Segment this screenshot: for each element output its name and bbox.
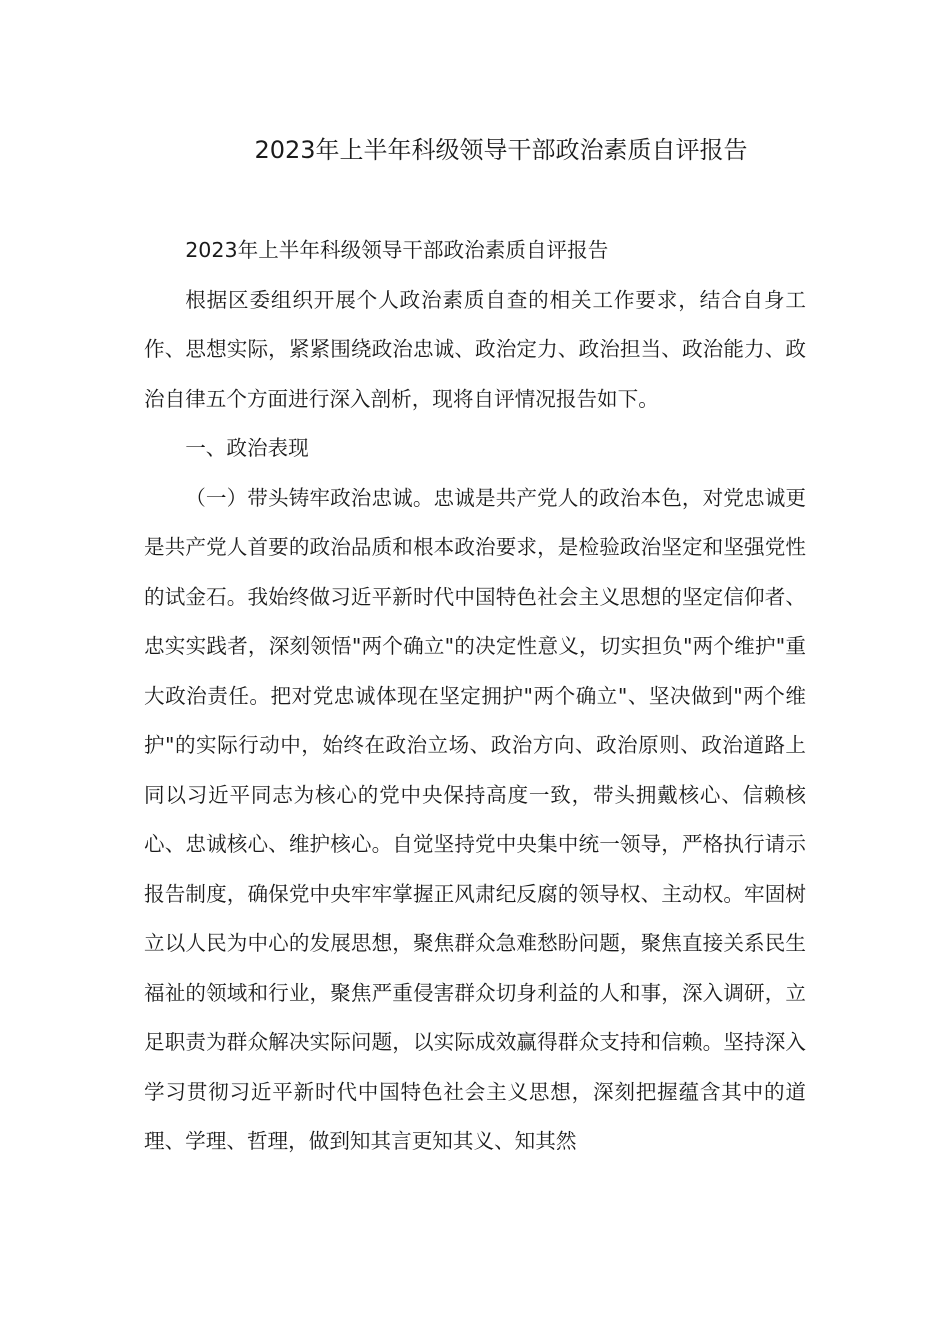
document-subtitle: 2023年上半年科级领导干部政治素质自评报告 bbox=[185, 238, 609, 262]
paragraph-section-1: （一）带头铸牢政治忠诚。忠诚是共产党人的政治本色，对党忠诚更是共产党人首要的政治品质和根本政治要求，是检验政治坚定和坚强党性的试金石。我始终做习近平新时代中国特色社会主义思想的坚定信仰者、忠实实践者，深刻领悟"两个确立"的决定性意义，切实担负"两个维护"重大政治责任。把对党忠诚体现在坚定拥护"两个确立"、坚决做到"两个维护"的实际行动中，始终在政治立场、政治方向、政治原则、政治道路上同以习近平同志为核心的党中央保持高度一致，带头拥戴核心、信赖核心、忠诚核心、维护核心。自觉坚持党中央集中统一领导，严格执行请示报告制度，确保党中央牢牢掌握正风肃纪反腐的领导权、主动权。牢固树立以人民为中心的发展思想，聚焦群众急难愁盼问题，聚焦直接关系民生福祉的领域和行业，聚焦严重侵害群众切身利益的人和事，深入调研，立足职责为群众解决实际问题，以实际成效赢得群众支持和信赖。坚持深入学习贯彻习近平新时代中国特色社会主义思想，深刻把握蕴含其中的道理、学理、哲理，做到知其言更知其义、知其然 bbox=[144, 485, 806, 1153]
section-heading: 一、政治表现 bbox=[185, 436, 309, 460]
paragraph-intro: 根据区委组织开展个人政治素质自查的相关工作要求，结合自身工作、思想实际，紧紧围绕政治忠诚、政治定力、政治担当、政治能力、政治自律五个方面进行深入剖析，现将自评情况报告如下。 bbox=[144, 287, 806, 411]
document-title: 2023年上半年科级领导干部政治素质自评报告 bbox=[254, 136, 748, 164]
document-body bbox=[144, 226, 806, 1167]
